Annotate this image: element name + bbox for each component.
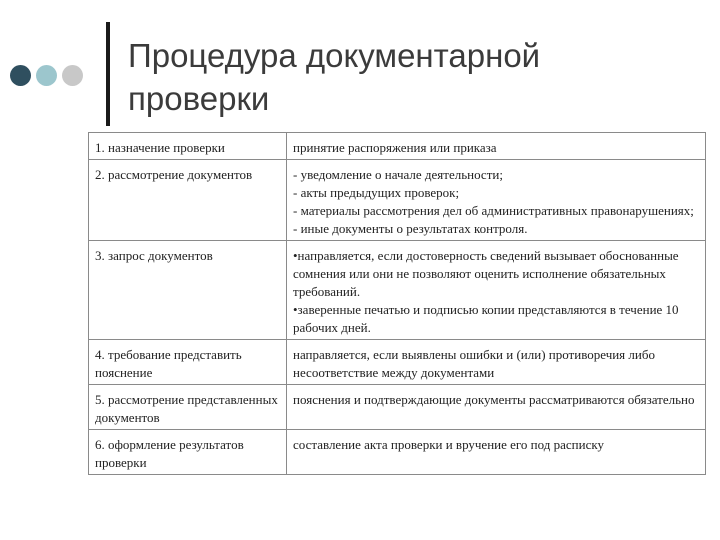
step-cell: 5. рассмотрение представленных документов [89,385,287,430]
table-row [89,133,706,160]
description-line: - уведомление о начале деятельности; [293,167,503,182]
step-cell: 6. оформление результатов проверки [89,430,287,475]
description-line: составление акта проверки и вручение его под расписку [293,437,604,452]
step-cell: 1. назначение проверки [89,133,287,160]
page-title: Процедура документарной проверки [128,37,541,117]
procedure-table [88,132,706,475]
description-cell [287,340,706,385]
description-line: •заверенные печатью и подписью копии представляются в течение 10 рабочих дней. [293,302,679,335]
title-divider [106,22,110,126]
description-line: - материалы рассмотрения дел об административных правонарушениях; [293,203,694,218]
table-row [89,340,706,385]
step-cell: 3. запрос документов [89,241,287,340]
description-line: направляется, если выявлены ошибки и (или) противоречия либо несоответствие между документами [293,347,655,380]
description-cell [287,385,706,430]
table-row [89,241,706,340]
description-line: •направляется, если достоверность сведений вызывает обоснованные сомнения или они не позволяют оценить исполнение обязательных требований. [293,248,679,299]
table-row [89,430,706,475]
description-cell [287,241,706,340]
description-line: - иные документы о результатах контроля. [293,221,528,236]
description-cell [287,133,706,160]
description-cell [287,430,706,475]
description-line: принятие распоряжения или приказа [293,140,497,155]
description-line: - акты предыдущих проверок; [293,185,460,200]
step-cell: 2. рассмотрение документов [89,160,287,241]
description-cell [287,160,706,241]
table-row [89,385,706,430]
dot-teal [36,65,57,86]
decorative-dots [10,65,83,86]
step-cell: 4. требование представить пояснение [89,340,287,385]
dot-grey [62,65,83,86]
table-row [89,160,706,241]
dot-dark [10,65,31,86]
description-line: пояснения и подтверждающие документы рассматриваются обязательно [293,392,695,407]
